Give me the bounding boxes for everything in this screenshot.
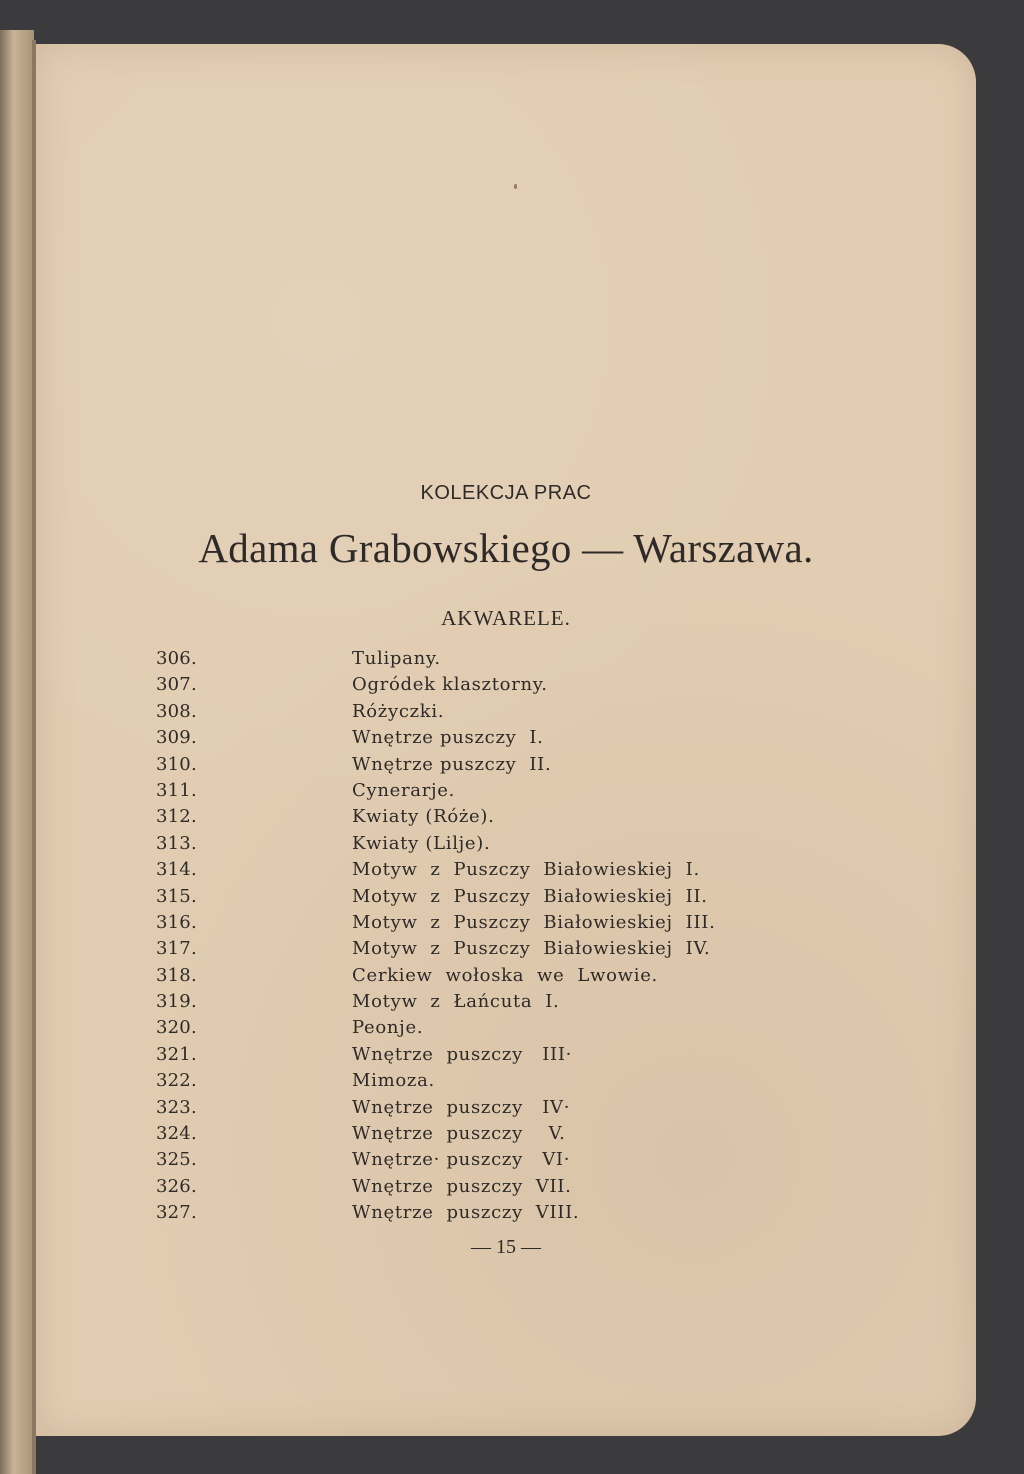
section-title: AKWARELE. — [441, 606, 571, 630]
list-item — [156, 646, 876, 672]
list-item — [156, 699, 876, 725]
owner-heading: Adama Grabowskiego — Warszawa. — [198, 525, 814, 571]
item-number: 316. — [156, 911, 197, 933]
list-item — [156, 1174, 876, 1200]
previous-page-edge — [0, 30, 34, 1474]
item-number: 322. — [156, 1070, 197, 1092]
item-title: Cynerarje. — [352, 779, 456, 801]
item-number: 308. — [156, 700, 197, 722]
item-number: 314. — [156, 859, 197, 881]
catalog-list — [156, 646, 876, 1227]
book-page — [36, 44, 976, 1436]
item-number: 317. — [156, 938, 197, 960]
item-number: 320. — [156, 1017, 197, 1039]
item-number: 312. — [156, 806, 197, 828]
list-item — [156, 752, 876, 778]
list-item — [156, 1015, 876, 1041]
item-title: Cerkiew wołoska we Lwowie. — [352, 964, 658, 986]
item-title: Wnętrze· puszczy VI· — [352, 1149, 571, 1171]
item-title: Motyw z Puszczy Białowieskiej III. — [352, 911, 716, 933]
item-title: Tulipany. — [352, 648, 441, 669]
item-title: Motyw z Puszczy Białowieskiej II. — [352, 885, 708, 907]
item-number: 319. — [156, 991, 197, 1013]
item-title: Peonje. — [352, 1017, 424, 1039]
list-item — [156, 910, 876, 936]
collection-heading: KOLEKCJA PRAC — [420, 482, 592, 504]
item-title: Wnętrze puszczy IV· — [352, 1096, 571, 1118]
item-number: 327. — [156, 1202, 197, 1224]
list-item — [156, 1042, 876, 1068]
item-number: 318. — [156, 964, 197, 986]
list-item — [156, 936, 876, 962]
item-title: Wnętrze puszczy III· — [352, 1043, 573, 1065]
item-number: 306. — [156, 648, 197, 669]
list-item — [156, 831, 876, 857]
item-number: 325. — [156, 1149, 197, 1171]
item-title: Motyw z Łańcuta I. — [352, 991, 560, 1013]
item-title: Ogródek klasztorny. — [352, 674, 548, 696]
page-number: — 15 — — [471, 1236, 541, 1258]
item-title: Wnętrze puszczy VIII. — [352, 1202, 580, 1224]
list-item — [156, 857, 876, 883]
list-item — [156, 1147, 876, 1173]
list-item — [156, 804, 876, 830]
item-number: 311. — [156, 779, 197, 801]
item-title: Kwiaty (Róże). — [352, 806, 495, 828]
list-item — [156, 989, 876, 1015]
item-title: Motyw z Puszczy Białowieskiej IV. — [352, 938, 711, 960]
item-number: 313. — [156, 832, 197, 854]
item-title: Wnętrze puszczy I. — [352, 727, 544, 749]
list-item — [156, 778, 876, 804]
item-title: Wnętrze puszczy V. — [352, 1123, 566, 1145]
item-number: 309. — [156, 727, 197, 749]
item-number: 324. — [156, 1123, 197, 1145]
list-item — [156, 1068, 876, 1094]
item-title: Mimoza. — [352, 1070, 435, 1092]
list-item — [156, 1095, 876, 1121]
item-title: Motyw z Puszczy Białowieskiej I. — [352, 859, 700, 881]
list-item — [156, 963, 876, 989]
item-title: Kwiaty (Lilje). — [352, 832, 491, 854]
item-title: Wnętrze puszczy VII. — [352, 1175, 572, 1197]
item-number: 315. — [156, 885, 197, 907]
list-item — [156, 672, 876, 698]
list-item — [156, 725, 876, 751]
item-title: Różyczki. — [352, 700, 445, 722]
item-number: 326. — [156, 1175, 197, 1197]
item-number: 310. — [156, 753, 197, 775]
list-item — [156, 1200, 876, 1226]
list-item — [156, 884, 876, 910]
item-number: 307. — [156, 674, 197, 696]
item-number: 323. — [156, 1096, 197, 1118]
paper-speck — [514, 184, 517, 189]
item-number: 321. — [156, 1043, 197, 1065]
item-title: Wnętrze puszczy II. — [352, 753, 552, 775]
list-item — [156, 1121, 876, 1147]
